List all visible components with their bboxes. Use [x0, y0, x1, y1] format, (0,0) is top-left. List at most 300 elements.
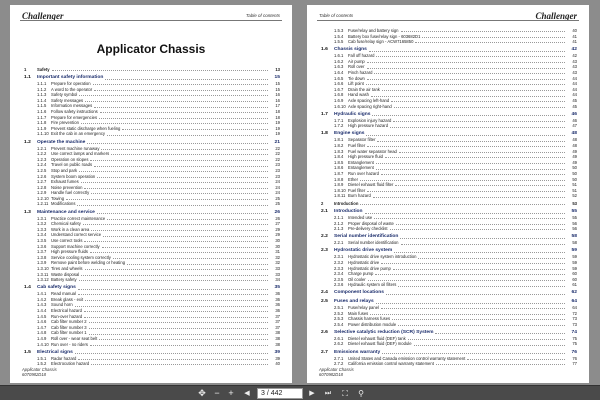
table-of-contents — [24, 65, 280, 367]
toc-entry-number: 1.3.3 — [37, 226, 47, 232]
toc-entry-number: 1.8.11 — [334, 193, 346, 199]
toc-leader-dots — [376, 163, 565, 164]
toc-leader-dots — [381, 174, 565, 175]
toc-entry-number: 1.5.4 — [334, 33, 344, 39]
toc-entry-number: 1.2.8 — [37, 184, 47, 190]
toc-entry-page: 32 — [275, 254, 280, 260]
toc-entry-page: 59 — [571, 248, 577, 254]
toc-entry-page: 58 — [572, 240, 577, 246]
toc-entry-number: 1.1.4 — [37, 97, 47, 103]
toc-entry-page: 15 — [275, 81, 280, 87]
toc-entry-label: Prevent static discharge when fueling — [51, 125, 121, 131]
toc-entry[interactable] — [24, 67, 280, 73]
toc-entry-page: 62 — [571, 290, 577, 296]
toc-entry-number: 1.2.6 — [37, 173, 47, 179]
toc-entry[interactable] — [321, 322, 577, 328]
toc-entry-page: 15 — [274, 75, 280, 81]
toc-leader-dots — [367, 68, 565, 69]
toc-entry[interactable] — [24, 74, 280, 81]
toc-entry-number: 1.1.3 — [37, 92, 47, 98]
toc-entry-label: Follow safety instructions — [51, 109, 98, 115]
toc-leader-dots — [414, 345, 565, 346]
toc-leader-dots — [91, 230, 268, 231]
toc-entry-number: 1.6.10 — [334, 103, 346, 109]
toc-entry-page: 41 — [572, 33, 577, 39]
toc-entry[interactable] — [321, 349, 577, 356]
last-page-icon[interactable]: ⏭ — [324, 390, 332, 397]
toc-entry-page: 60 — [572, 276, 577, 282]
toc-entry[interactable] — [321, 329, 577, 336]
toc-entry-label: Engine signs — [334, 131, 365, 137]
toc-entry-page: 75 — [572, 335, 577, 341]
toc-entry-page: 36 — [275, 302, 280, 308]
toc-entry-number: 1.4.8 — [37, 330, 47, 336]
toc-entry-page: 33 — [275, 271, 280, 277]
toc-entry-number: 1.2.4 — [37, 162, 47, 168]
toc-entry-label: Fuses and relays — [334, 298, 374, 304]
toc-entry[interactable] — [24, 361, 280, 367]
toc-entry-number: 1.3 — [24, 209, 31, 215]
toc-entry-number: 1.6.2 — [334, 58, 344, 64]
toc-entry-page: 55 — [571, 209, 577, 215]
toc-entry-page: 53 — [572, 200, 577, 206]
pan-icon[interactable]: ✥ — [198, 388, 206, 398]
toc-entry-number: 1.8.2 — [334, 143, 344, 148]
toc-entry-label: Understand correct service — [51, 232, 102, 238]
toc-entry-label: Run over hazard — [348, 170, 379, 176]
toc-entry-page: 42 — [571, 47, 577, 53]
toc-entry-number: 2.1 — [321, 209, 328, 215]
toc-entry-page: 44 — [572, 81, 577, 87]
toc-entry-page: 64 — [571, 298, 577, 304]
toc-entry[interactable] — [24, 284, 280, 291]
toc-entry-number: 1.3.12 — [37, 277, 49, 283]
toc-entry-page: 76 — [572, 355, 577, 361]
toc-entry[interactable] — [321, 341, 577, 347]
toc-entry[interactable] — [321, 361, 577, 367]
toc-entry-label: Radar hazard — [51, 355, 77, 361]
toc-entry-label: Exit the cab in an emergency — [51, 131, 106, 137]
toc-entry-page: 60 — [572, 271, 577, 277]
toc-entry[interactable] — [321, 282, 577, 288]
toc-entry-label: System boom operation — [51, 173, 96, 179]
toc-entry-number: 2.3.4 — [334, 271, 344, 277]
toc-leader-dots — [385, 157, 565, 158]
toc-entry-number: 2.1.1 — [334, 215, 344, 221]
toc-entry-page: 16 — [275, 92, 280, 98]
toc-entry-page: 23 — [275, 173, 280, 179]
toc-leader-dots — [372, 115, 565, 116]
toc-leader-dots — [100, 112, 268, 113]
toc-entry-page: 46 — [571, 111, 577, 117]
toc-entry-number: 1.3.5 — [37, 237, 47, 243]
toc-entry-number: 1.6.9 — [334, 98, 344, 104]
fit-page-icon[interactable]: ⛶ — [342, 389, 348, 398]
toc-entry-label: Cab filter number 2 — [51, 319, 87, 325]
toc-entry-number: 1.6.6 — [334, 81, 344, 87]
toc-entry[interactable] — [24, 131, 280, 137]
toc-entry-page: 30 — [275, 237, 280, 243]
toc-leader-dots — [391, 101, 565, 102]
toc-entry-page: 17 — [275, 103, 280, 109]
toc-entry-label: Operate the machine — [37, 139, 86, 145]
toc-leader-dots — [97, 177, 268, 178]
toc-entry-number: 1.1.6 — [37, 109, 47, 115]
toc-entry-number: 2.5.2 — [334, 310, 344, 316]
toc-leader-dots — [367, 146, 565, 147]
toc-entry-number: 2.7 — [321, 349, 328, 355]
toc-entry-page: 41 — [572, 39, 577, 45]
toc-entry-number: 2.2.1 — [334, 240, 344, 246]
toc-entry-page: 23 — [275, 162, 280, 168]
toc-entry-label: Safety messages — [51, 97, 84, 103]
toc-entry-number: 1.3.10 — [37, 265, 49, 271]
toc-entry[interactable] — [321, 233, 577, 240]
zoom-out-icon[interactable]: − — [214, 388, 220, 398]
toc-leader-dots — [418, 258, 565, 259]
toc-entry-page: 30 — [275, 243, 280, 249]
toc-leader-dots — [127, 264, 268, 265]
toc-entry-page: 26 — [274, 209, 280, 215]
toc-entry-page: 50 — [572, 165, 577, 171]
toc-entry-page: 15 — [275, 86, 280, 92]
toc-entry[interactable] — [321, 123, 577, 129]
toc-entry-number: 1.2.7 — [37, 179, 47, 185]
toc-entry-label: Entanglement — [348, 165, 374, 171]
toc-entry-number: 1.5.1 — [37, 355, 47, 361]
toc-entry-number: 1.3.2 — [37, 221, 47, 227]
toc-entry-page: 50 — [572, 170, 577, 176]
toc-entry[interactable] — [321, 39, 577, 45]
toc-entry-number: 1.5.2 — [37, 361, 47, 367]
toc-entry-page: 49 — [572, 148, 577, 154]
toc-entry[interactable] — [321, 240, 577, 246]
toc-entry-page: 31 — [275, 249, 280, 255]
toc-leader-dots — [93, 84, 268, 85]
toc-entry[interactable] — [321, 247, 577, 254]
page-footer — [319, 367, 354, 377]
toc-entry-number: 1.4 — [24, 285, 31, 291]
toc-entry-number: 2.4 — [321, 290, 328, 296]
toc-entry-page: 37 — [275, 319, 280, 325]
toc-entry-number: 1.4.3 — [37, 302, 47, 308]
toc-entry-number: 1.6.4 — [334, 70, 344, 76]
toc-entry-number: 1.3.8 — [37, 254, 47, 260]
next-page-icon[interactable]: ▶ — [309, 390, 315, 397]
toc-leader-dots — [365, 213, 565, 214]
toc-entry-number: 1.3.6 — [37, 243, 47, 249]
toc-leader-dots — [467, 359, 565, 360]
toc-leader-dots — [369, 51, 565, 52]
toc-entry-label: Electrical hazard — [51, 307, 82, 313]
toc-leader-dots — [393, 121, 565, 122]
toc-leader-dots — [375, 274, 565, 275]
toc-entry-number: 1.4.9 — [37, 335, 47, 341]
toc-entry-number: 1.5 — [24, 349, 31, 355]
toc-leader-dots — [107, 219, 268, 220]
toc-entry-number: 1.2.10 — [37, 195, 49, 201]
toc-entry-number: 2.3.1 — [334, 254, 344, 260]
toc-entry[interactable] — [321, 111, 577, 118]
toc-entry-number: 1.6.1 — [334, 53, 344, 59]
toc-entry-page: 24 — [275, 179, 280, 185]
toc-entry-page: 22 — [275, 151, 280, 157]
toc-entry-number: 1.8.7 — [334, 170, 344, 176]
toc-entry-number: 1.6.3 — [334, 64, 344, 70]
toc-entry-label: Prepare for emergencies — [51, 114, 98, 120]
toc-leader-dots — [101, 149, 268, 150]
toc-entry-number: 2.5.4 — [334, 321, 344, 327]
page-right — [307, 5, 589, 383]
toc-entry-page: 24 — [275, 184, 280, 190]
toc-entry-page: 42 — [572, 53, 577, 59]
toc-entry-label: Roll over - wear seat belt — [51, 335, 98, 341]
toc-entry[interactable] — [24, 349, 280, 356]
toc-leader-dots — [400, 238, 565, 239]
page-left — [10, 5, 292, 383]
toc-leader-dots — [94, 90, 268, 91]
toc-leader-dots — [99, 339, 268, 340]
toc-leader-dots — [381, 308, 565, 309]
toc-entry-label: A word to the operator — [51, 86, 93, 92]
toc-leader-dots — [91, 364, 268, 365]
toc-leader-dots — [408, 339, 565, 340]
toc-entry-label: Information messages — [51, 103, 93, 109]
toc-entry-label: Air pump — [348, 58, 365, 64]
toc-entry-label: Towing — [51, 195, 65, 201]
toc-entry-label: Ether — [348, 176, 359, 182]
toc-leader-dots — [75, 353, 268, 354]
toc-entry-page: 64 — [572, 304, 577, 310]
toc-entry[interactable] — [321, 208, 577, 215]
toc-entry-label: Run over - no riders — [51, 341, 89, 347]
toc-entry[interactable] — [24, 342, 280, 348]
toc-entry-page: 75 — [572, 341, 577, 347]
toc-entry-label: Handle fuel correctly — [51, 190, 90, 196]
brand-logo: Challenger — [22, 11, 64, 21]
toc-entry-number: 2.5.3 — [334, 316, 344, 322]
zoom-in-icon[interactable]: + — [228, 388, 234, 398]
toc-entry-page: 19 — [275, 120, 280, 126]
toc-entry-label: Component locations — [334, 290, 384, 296]
toc-entry-page: 39 — [275, 355, 280, 361]
toc-entry[interactable] — [24, 277, 280, 283]
toc-entry[interactable] — [321, 201, 577, 207]
toc-entry-number: 2.3 — [321, 248, 328, 254]
toc-entry-label: Hand wash — [348, 92, 369, 98]
toc-entry-number: 1.7.2 — [334, 123, 344, 129]
toc-leader-dots — [367, 191, 565, 192]
toc-entry-page: 76 — [571, 349, 577, 355]
toc-entry-page: 49 — [572, 154, 577, 160]
toc-entry-label: Drain the air tank — [348, 86, 380, 92]
prev-page-icon[interactable]: ◀ — [244, 390, 250, 397]
toc-leader-dots — [102, 247, 268, 248]
toc-entry[interactable] — [321, 226, 577, 232]
toc-entry-label: Chassis signs — [334, 47, 367, 53]
toc-entry-number: 1 — [24, 67, 27, 72]
toc-entry-label: Exhaust fumes — [51, 179, 79, 185]
toc-entry-label: Proper disposal of waste — [348, 220, 394, 226]
toc-entry-label: Support machine correctly — [51, 243, 100, 249]
toc-entry-label: Hydrostatic drive — [348, 260, 380, 265]
page-number-input[interactable]: 3 / 442 — [257, 388, 303, 399]
footer-code: 6070982D18 — [319, 372, 343, 377]
toc-leader-dots — [85, 269, 269, 270]
toc-entry-number: 1.5.5 — [334, 39, 344, 45]
toc-entry-label: Diesel exhaust fluid filter — [348, 182, 394, 188]
toc-entry-number: 1.8.4 — [334, 154, 344, 160]
toc-entry-number: 1.2.9 — [37, 190, 47, 196]
toc-leader-dots — [81, 275, 268, 276]
toc-entry-label: Axle spacing left-hand — [348, 98, 390, 104]
toc-entry-number: 2.3.3 — [334, 265, 344, 271]
toc-entry-page: 49 — [572, 159, 577, 165]
toc-entry[interactable] — [321, 104, 577, 110]
toc-entry-page: 74 — [571, 329, 577, 335]
toc-entry-page: 73 — [572, 316, 577, 322]
toc-entry-number: 1.4.2 — [37, 296, 47, 302]
toc-entry-label: Serial number identification — [348, 240, 399, 246]
toc-entry[interactable] — [24, 209, 280, 216]
toc-leader-dots — [94, 166, 268, 167]
toc-entry[interactable] — [24, 201, 280, 207]
toc-entry-label: Noise prevention — [51, 184, 83, 190]
toc-leader-dots — [89, 334, 268, 335]
toc-entry-page: 36 — [275, 291, 280, 297]
toc-entry-label: Use correct lamps and markers — [51, 151, 110, 157]
footer-title: Applicator Chassis — [22, 367, 57, 372]
toc-entry-number: 1.2.11 — [37, 201, 49, 207]
toc-leader-dots — [422, 37, 565, 38]
toc-entry-page: 52 — [572, 193, 577, 199]
toc-entry-label: Battery safety — [51, 277, 77, 283]
toc-leader-dots — [390, 229, 565, 230]
toc-entry[interactable] — [321, 193, 577, 199]
toc-entry-page: 58 — [571, 234, 577, 240]
toc-entry-number: 1.2 — [24, 139, 31, 145]
toc-leader-dots — [75, 306, 268, 307]
toc-entry-label: Hydraulic signs — [334, 111, 371, 117]
toc-leader-dots — [398, 325, 565, 326]
toc-leader-dots — [415, 42, 565, 43]
toc-entry-label: Introduction — [334, 209, 363, 215]
toc-entry-number: 1.8.5 — [334, 159, 344, 165]
toc-leader-dots — [89, 328, 268, 329]
toc-entry-page: 72 — [572, 310, 577, 316]
toc-entry-page: 38 — [275, 330, 280, 336]
toc-leader-dots — [435, 333, 565, 334]
toc-leader-dots — [78, 359, 268, 360]
toc-entry-page: 43 — [572, 64, 577, 70]
toc-entry-page: 48 — [571, 131, 577, 137]
toc-entry-number: 2.7.1 — [334, 355, 344, 361]
toc-entry-label: Tires and wheels — [51, 265, 83, 271]
toc-entry-number: 2.3.2 — [334, 260, 344, 265]
toc-entry-number: 1.8.8 — [334, 176, 344, 182]
toc-entry[interactable] — [321, 46, 577, 53]
toc-leader-dots — [52, 70, 268, 71]
toc-entry-label: Serial number identification — [334, 234, 399, 240]
toc-entry-page: 16 — [275, 97, 280, 103]
toc-entry-page: 59 — [572, 260, 577, 265]
toc-entry-label: Fuel water separator head — [348, 148, 397, 154]
toc-entry-label: Axle spacing right-hand — [348, 103, 392, 109]
toc-entry-page: 32 — [275, 260, 280, 266]
document-title: Applicator Chassis — [96, 42, 206, 56]
toc-entry-page: 25 — [275, 195, 280, 201]
toc-entry-number: 2.6.2 — [334, 341, 344, 347]
toc-entry-number: 1.8.9 — [334, 182, 344, 188]
toc-entry-number: 1.3.9 — [37, 260, 47, 266]
toc-entry-page: 46 — [572, 117, 577, 123]
toc-entry-page: 61 — [572, 282, 577, 288]
toc-entry-page: 24 — [275, 190, 280, 196]
header-rule — [317, 20, 579, 21]
toc-entry-number: 2.2 — [321, 234, 328, 240]
toc-entry-page: 22 — [275, 145, 280, 151]
search-icon[interactable]: ⚲ — [358, 389, 364, 398]
toc-entry-page: 39 — [274, 349, 280, 355]
toc-leader-dots — [376, 169, 565, 170]
toc-entry-number: 2.3.5 — [334, 276, 344, 282]
toc-entry[interactable] — [24, 139, 280, 146]
toc-entry-page: 23 — [275, 167, 280, 173]
toc-entry-number: 1.1.10 — [37, 131, 49, 137]
header-section: Table of contents — [245, 13, 280, 18]
toc-leader-dots — [94, 107, 268, 108]
toc-entry-page: 59 — [572, 254, 577, 260]
toc-entry-label: Modifications — [51, 201, 76, 207]
toc-entry-page: 38 — [275, 341, 280, 347]
toc-entry-number: 1.2.3 — [37, 156, 47, 162]
toc-entry-label: Maintenance and service — [37, 209, 95, 215]
header-section: Table of contents — [319, 13, 354, 18]
toc-entry-label: Travel on public roads — [51, 162, 93, 168]
toc-entry-number: 2.1.2 — [334, 220, 344, 226]
toc-entry[interactable] — [321, 130, 577, 137]
toc-leader-dots — [374, 73, 565, 74]
toc-entry-page: 44 — [572, 86, 577, 92]
toc-leader-dots — [370, 314, 565, 315]
toc-entry-page: 37 — [275, 324, 280, 330]
toc-entry-number: 1.7 — [321, 111, 328, 117]
toc-entry-page: 59 — [572, 265, 577, 271]
toc-entry-label: Tie down — [348, 75, 365, 81]
toc-entry-label: Fuse/relay panel — [348, 304, 379, 310]
toc-leader-dots — [394, 107, 565, 108]
toc-entry-page: 19 — [275, 131, 280, 137]
toc-leader-dots — [89, 322, 268, 323]
toc-entry[interactable] — [321, 298, 577, 305]
toc-entry-label: Work in a clean area — [51, 226, 90, 232]
viewer-toolbar — [0, 385, 600, 400]
toc-entry[interactable] — [321, 289, 577, 296]
toc-entry-page: 77 — [572, 361, 577, 367]
table-of-contents — [321, 28, 577, 367]
toc-leader-dots — [395, 185, 565, 186]
toc-entry-label: Emissions warranty — [334, 349, 381, 355]
toc-entry-label: Oil cooler — [348, 276, 366, 282]
toc-entry-page: 55 — [572, 215, 577, 221]
toc-entry-page: 47 — [572, 123, 577, 129]
toc-leader-dots — [84, 241, 268, 242]
toc-entry-page: 26 — [275, 215, 280, 221]
toc-entry-label: Main fuses — [348, 310, 369, 316]
toc-entry-label: Charge pump — [348, 271, 374, 277]
header-rule — [20, 20, 282, 21]
toc-entry-number: 1.3.11 — [37, 271, 49, 277]
